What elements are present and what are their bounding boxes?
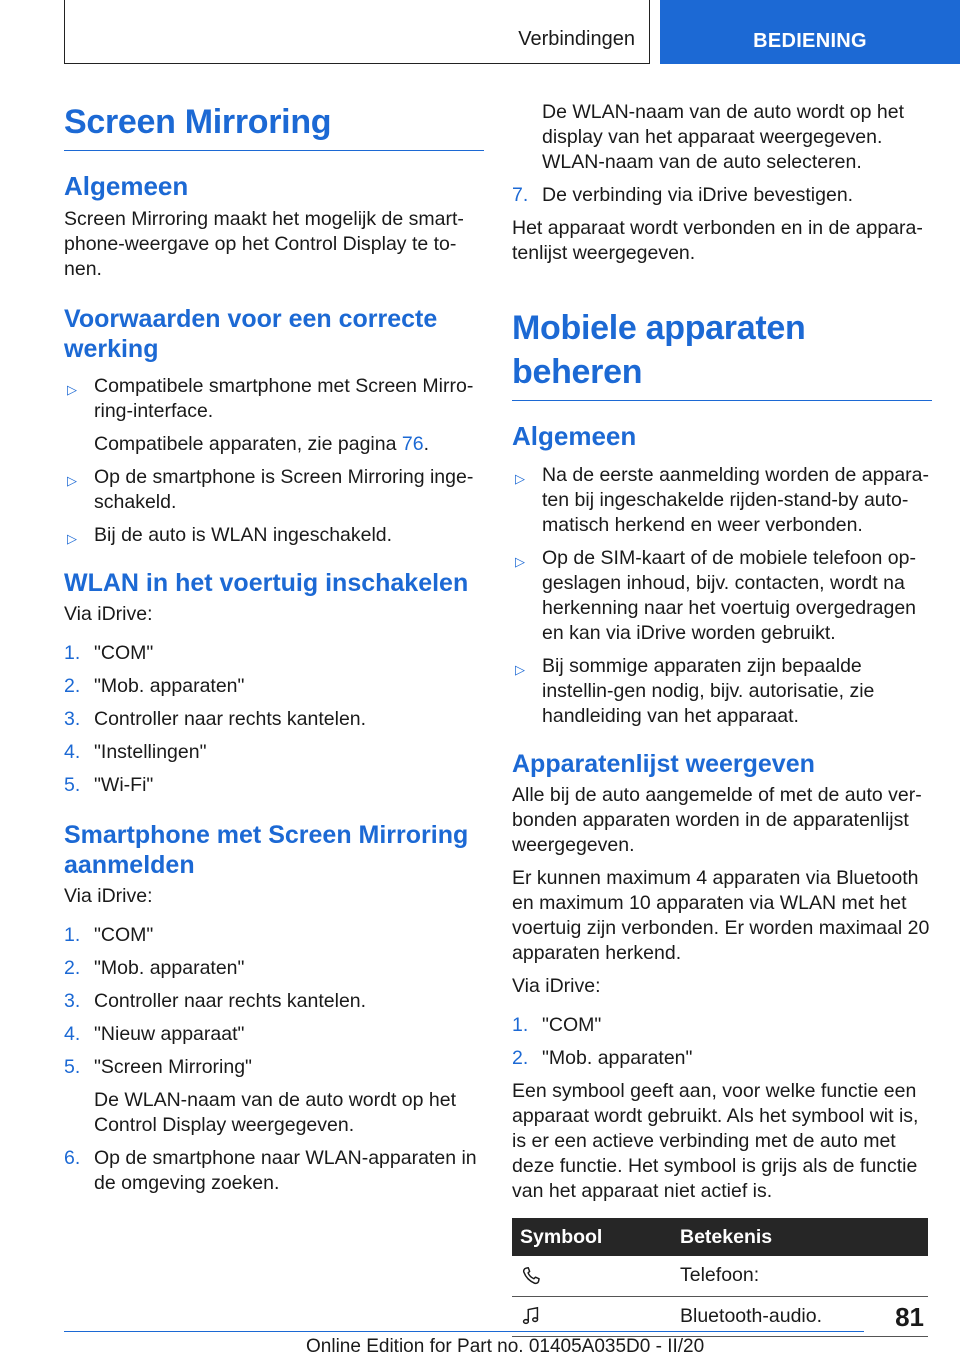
table-row [512,1296,928,1336]
heading-algemeen: Algemeen [64,171,189,201]
bullet-list [64,374,484,548]
list-item: 4. "Nieuw apparaat" [64,1023,245,1045]
meaning-cell: Bluetooth-audio. [670,1296,928,1336]
list-item: 1. "COM" [64,924,154,946]
list-item: 7. De verbinding via iDrive bevestigen. [512,184,854,206]
paragraph: Via iDrive: [64,603,153,625]
meaning-cell: Telefoon: [670,1256,928,1296]
list-item: ▷ Bij sommige apparaten zijn bepaalde instellin-gen nodig, bijv. autorisatie, zie handleiding van het apparaat. [515,655,875,727]
heading-smartphone-aanmelden: Smartphone met Screen Mirroring aanmelden [64,821,469,879]
list-item-sub: Compatibele apparaten, zie pagina 76. [94,433,430,455]
list-item: ▷ Compatibele smartphone met Screen Mirro-ring-interface. Compatibele apparaten, zie pagina 76. [64,374,484,457]
triangle-bullet-icon: ▷ [67,382,77,397]
phone-icon [520,1265,542,1287]
symbol-cell [512,1296,670,1336]
steps-list [64,923,484,1196]
steps-list [512,183,932,208]
list-item: 4. "Instellingen" [64,741,207,763]
heading-screen-mirroring: Screen Mirroring [64,100,484,151]
table-row [512,1256,928,1296]
paragraph: Via iDrive: [64,885,153,907]
triangle-bullet-icon: ▷ [515,554,525,569]
list-item: ▷ Na de eerste aanmelding worden de appara-ten bij ingeschakelde rijden-stand-by auto-matisch herkend en weer verbonden. [515,464,930,536]
paragraph: Via iDrive: [512,975,601,997]
triangle-bullet-icon: ▷ [67,473,77,488]
running-header [64,0,650,64]
list-item: 1. "COM" [512,1014,602,1036]
page-number: 81 [895,1302,924,1332]
table-header-row [512,1218,928,1256]
list-item: 3. Controller naar rechts kantelen. [64,708,367,730]
chapter-title: BEDIENING [753,30,867,52]
paragraph: Een symbool geeft aan, voor welke functie een apparaat wordt gebruikt. Als het symbool wit is, is er een actieve verbinding met de auto met deze functie. Het symbool is grijs als de functie van het apparaat niet actief is. [512,1080,919,1202]
heading-voorwaarden: Voorwaarden voor een correcte werking [64,305,438,363]
steps-list [512,1013,932,1071]
right-column [512,100,932,1337]
page-link[interactable]: 76 [401,433,424,455]
paragraph: Screen Mirroring maakt het mogelijk de smart-phone-weergave op het Control Display te to-nen. [64,208,464,280]
chapter-tab [660,0,960,64]
paragraph: Het apparaat wordt verbonden en in de appara-tenlijst weergegeven. [512,217,923,264]
list-item-sub: De WLAN-naam van de auto wordt op het Control Display weergegeven. [94,1089,457,1136]
list-item: 6. Op de smartphone naar WLAN-apparaten in de omgeving zoeken. [64,1147,477,1194]
music-note-icon [520,1305,542,1327]
column-header: Betekenis [670,1218,928,1256]
triangle-bullet-icon: ▷ [67,531,77,546]
heading-mobiele-apparaten: Mobiele apparaten beheren [512,306,932,401]
list-item: 5. "Wi-Fi" [64,774,154,796]
paragraph-continued: De WLAN-naam van de auto wordt op het display van het apparaat weergegeven. WLAN-naam van de auto selecteren. [542,101,905,173]
steps-list [64,641,484,798]
section-title: Verbindingen [518,28,635,50]
footer-divider [64,1331,864,1332]
list-item: ▷ Bij de auto is WLAN ingeschakeld. [64,523,484,548]
paragraph: Alle bij de auto aangemelde of met de auto ver-bonden apparaten worden in de apparatenlijst weergegeven. [512,784,922,856]
triangle-bullet-icon: ▷ [515,471,525,486]
triangle-bullet-icon: ▷ [515,662,525,677]
edition-footer: Online Edition for Part no. 01405A035D0 - II/20 [306,1336,705,1357]
list-item: ▷ Op de smartphone is Screen Mirroring inge-schakeld. [67,466,474,513]
symbol-table [512,1218,928,1337]
list-item: 2. "Mob. apparaten" [64,675,245,697]
heading-apparatenlijst: Apparatenlijst weergeven [512,750,815,778]
paragraph: Er kunnen maximum 4 apparaten via Bluetooth en maximum 10 apparaten via WLAN met het voertuig zijn verbonden. Er worden maximaal 20 apparaten herkend. [512,867,930,964]
list-item: ▷ Op de SIM-kaart of de mobiele telefoon op-geslagen inhoud, bijv. contacten, wordt na herkenning naar het voertuig overgedragen en kan via iDrive worden gebruikt. [515,547,917,644]
left-column [64,100,484,1204]
symbol-cell [512,1256,670,1296]
list-item: 3. Controller naar rechts kantelen. [64,990,367,1012]
heading-wlan-inschakelen: WLAN in het voertuig inschakelen [64,569,469,597]
list-item: 2. "Mob. apparaten" [64,957,245,979]
list-item: 5. "Screen Mirroring" De WLAN-naam van de auto wordt op het Control Display weergegeven. [64,1055,484,1138]
list-item: 1. "COM" [64,642,154,664]
column-header: Symbool [512,1218,670,1256]
heading-algemeen: Algemeen [512,421,637,451]
bullet-list [512,463,932,729]
list-item: 2. "Mob. apparaten" [512,1047,693,1069]
